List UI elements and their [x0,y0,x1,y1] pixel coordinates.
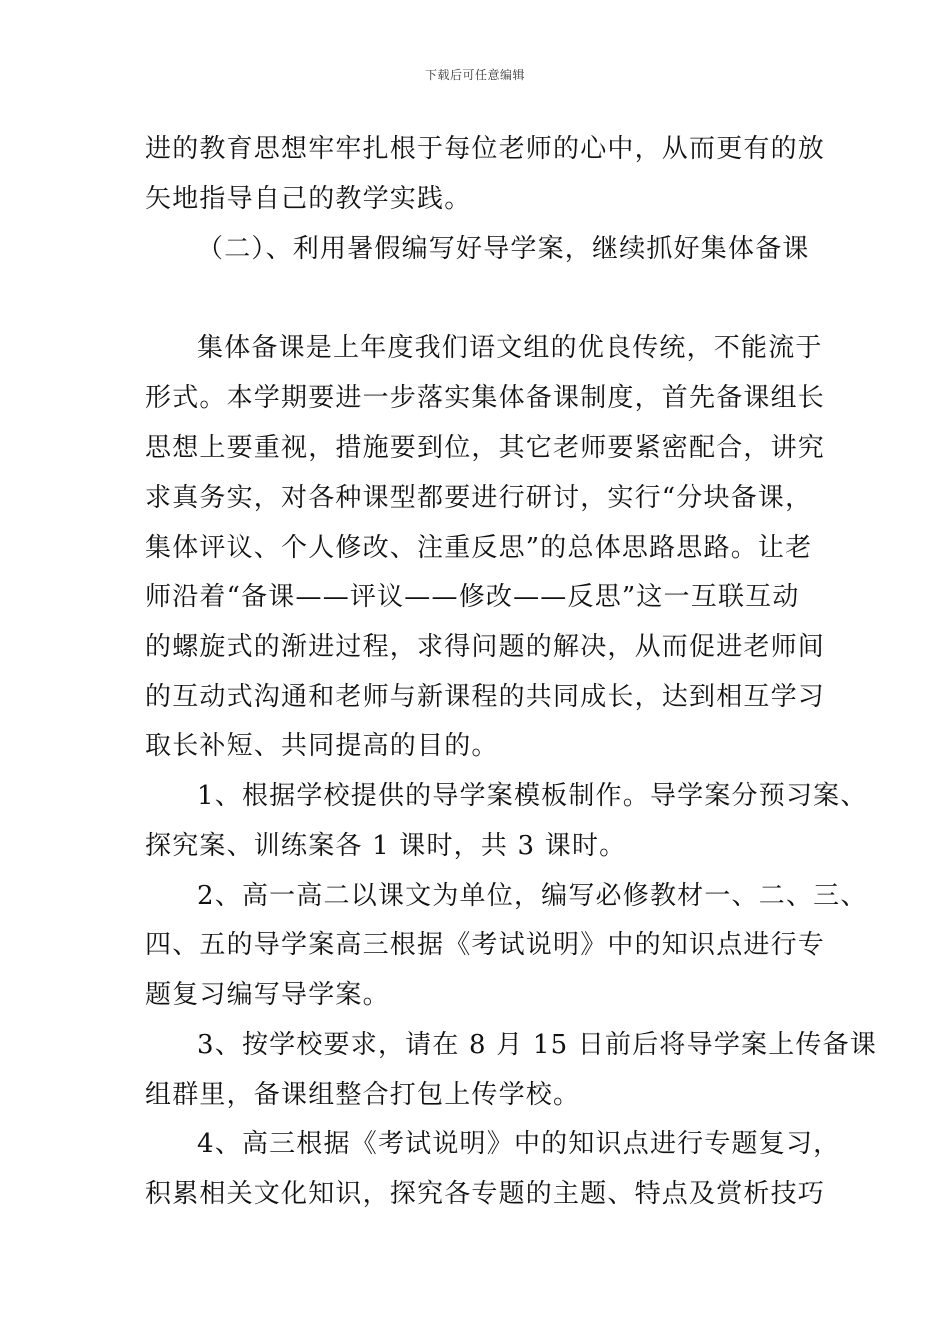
body-line: 积累相关文化知识，探究各专题的主题、特点及赏析技巧 [145,1179,826,1209]
body-line: 探究案、训练案各 1 课时，共 3 课时。 [145,831,627,861]
body-line: 取长补短、共同提高的目的。 [145,731,499,761]
list-item: 4、高三根据《考试说明》中的知识点进行专题复习， [197,1129,841,1159]
body-line: 组群里，备课组整合打包上传学校。 [145,1080,581,1110]
body-line: 思想上要重视，措施要到位，其它老师要紧密配合，讲究 [145,433,826,463]
body-line: 进的教育思想牢牢扎根于每位老师的心中，从而更有的放 [145,134,826,164]
body-line: 题复习编写导学案。 [145,980,390,1010]
section-heading: （二）、利用暑假编写好导学案，继续抓好集体备课 [197,234,810,264]
body-line: 的互动式沟通和老师与新课程的共同成长，达到相互学习 [145,682,826,712]
body-line: 的螺旋式的渐进过程，求得问题的解决，从而促进老师间 [145,632,826,662]
body-line: 形式。本学期要进一步落实集体备课制度，首先备课组长 [145,383,826,413]
list-item: 2、高一高二以课文为单位，编写必修教材一、二、三、 [197,881,868,911]
body-line: 四、五的导学案高三根据《考试说明》中的知识点进行专 [145,930,826,960]
body-line: 求真务实，对各种课型都要进行研讨，实行“分块备课， [145,483,813,513]
list-item: 3、按学校要求，请在 8 月 15 日前后将导学案上传备课 [197,1030,878,1060]
body-line: 矢地指导自己的教学实践。 [145,184,472,214]
body-line: 集体评议、个人修改、注重反思”的总体思路思路。让老 [145,533,813,563]
list-item: 1、根据学校提供的导学案模板制作。导学案分预习案、 [197,781,868,811]
body-line: 集体备课是上年度我们语文组的优良传统，不能流于 [197,333,823,363]
page-header-note: 下载后可任意编辑 [424,68,525,82]
body-line: 师沿着“备课——评议——修改——反思”这一互联互动 [145,582,800,612]
